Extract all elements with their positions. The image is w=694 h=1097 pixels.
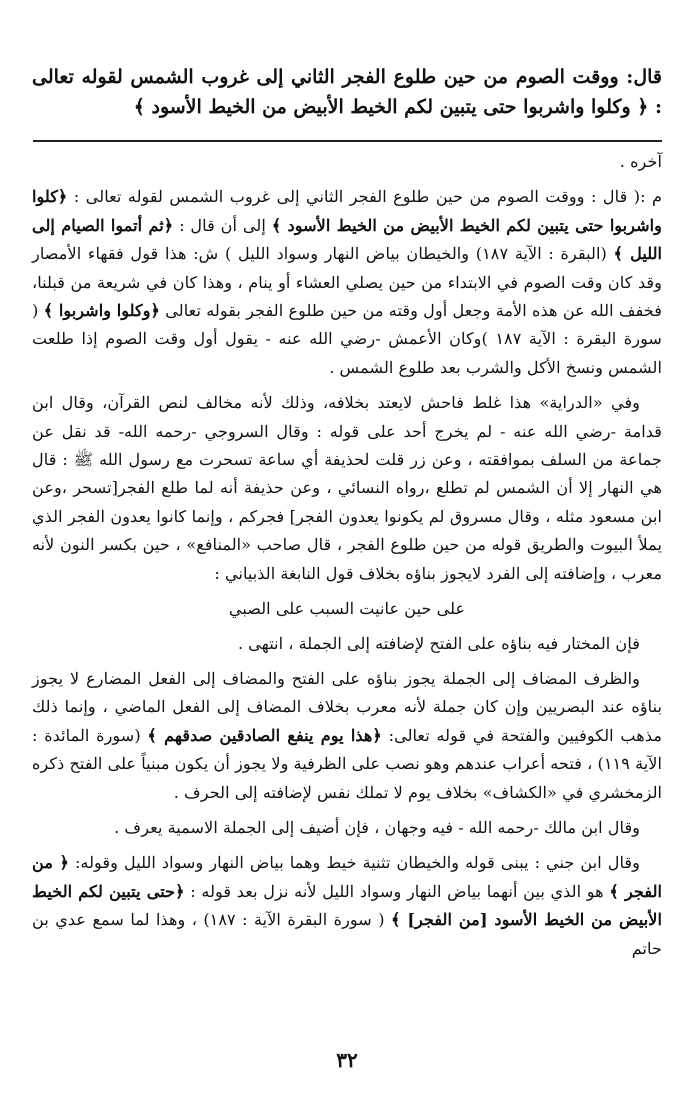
p6-text-b: هو الذي بين أنهما بياض النهار وسواد الليل لأنه نزل بعد قوله :: [184, 881, 610, 901]
quran-quote: ﴿حتى يتبين لكم الخيط الأبيض من الخيط الأسود [من الفجر] ﴾: [32, 881, 662, 930]
paragraph-3: فإن المختار فيه بناؤه على الفتح لإضافته إلى الجملة ، انتهى .: [237, 633, 640, 653]
p4-text-b: (سورة المائدة : الآية ١١٩) ، فتحه أعراب عندهم وهو نصب على الظرفية ولا يجوز أن يكون مبنياً على الفتح ذكره الزمخشري في «الكشاف» بخلاف يوم لا تملك نفس لإضافته إلى الحرف .: [32, 725, 662, 802]
quran-quote: ﴿كلوا واشربوا حتى يتبين لكم الخيط الأبيض من الخيط الأسود ﴾: [32, 187, 662, 235]
paragraph-6: [32, 849, 662, 963]
commentary: [32, 148, 662, 963]
quran-quote: ﴿ من الفجر ﴾: [32, 853, 663, 901]
quran-quote: ﴿وكلوا واشربوا ﴾: [43, 301, 161, 321]
p1-text-a: م :( قال : ووقت الصوم من حين طلوع الفجر الثاني إلى غروب الشمس لقوله تعالى :: [67, 187, 662, 207]
p6-text-a: وقال ابن جني : يبنى قوله والخيطان تثنية خيط وهما بياض النهار وسواد الليل وقوله:: [68, 853, 640, 873]
p6-text-c: ( سورة البقرة الآية : ١٨٧) ، وهذا لما سمع عدي بن حاتم: [32, 910, 662, 958]
page-number: ٣٢: [336, 1048, 358, 1072]
p4-text-a: والظرف المضاف إلى الجملة يجوز بناؤه على الفتح والمضاف إلى الفعل المضارع لا يجوز بناؤه عند البصريين وإن كان جملة لأنه معرب بخلاف المضاف إلى الفعل الماضي ، وإنما ذلك مذهب الكوفيين والفتحة في قوله تعالى:: [32, 668, 662, 745]
quran-quote: ﴿ثم أتموا الصيام إلى الليل ﴾: [32, 215, 663, 264]
poetry-verse: على حين عانيت السبب على الصبي: [228, 599, 466, 619]
matn-text: قال: ووقت الصوم من حين طلوع الفجر الثاني إلى غروب الشمس لقوله تعالى : ﴿ وكلوا واشربوا حتى يتبين لكم الخيط الأبيض من الخيط الأسود ﴾: [32, 66, 662, 118]
p1-text-c: (البقرة : الآية ١٨٧) والخيطان بياض النهار وسواد الليل ) ش: هذا قول فقهاء الأمصار وقد كان وقت الصوم في الابتداء من حين يصلي العشاء أو ينام ، وهذا كان في شريعة من قبلنا، فخفف الله عن هذه الأمة وجعل أول وقته من حين طلوع الفجر بقوله تعالى: [32, 244, 662, 321]
separator-line: [33, 140, 662, 142]
paragraph-1: [32, 183, 662, 382]
quran-quote: ﴿هذا يوم ينفع الصادقين صدقهم ﴾: [147, 725, 382, 745]
paragraph-4: [32, 665, 662, 807]
paragraph-5: وقال ابن مالك -رحمه الله - فيه وجهان ، فإن أضيف إلى الجملة الاسمية يعرف .: [114, 817, 640, 837]
p1-text-d: ( سورة البقرة : الآية ١٨٧ )وكان الأعمش -رضي الله عنه - يقول أول وقت الصوم إذا طلعت الشمس ونسخ الأكل والشرب بعد طلوع الشمس .: [32, 301, 662, 377]
paragraph-2: وفي «الدراية» هذا غلط فاحش لايعتد بخلافه، وذلك لأنه مخالف لنص القرآن، وقال ابن قدامة -رضي الله عنه - لم يخرج أحد على قوله : وقال السروجي -رحمه الله- قد نقل عن جماعة من السلف بموافقته ، وعن زر قلت لحذيفة أي ساعة تسحرت مع رسول الله ﷺ : قال هي النهار إلا أن الشمس لم تطلع ،رواه النسائي ، وعن حذيفة أنه لما طلع الفجر[تسحر ،وعن ابن مسعود مثله ، وقال مسروق لم يكونوا يعدون الفجر] فجركم ، وإنما كانوا يعدون الفجر الذي يملأ البيوت والطريق قوله من حين طلوع الفجر ، قال صاحب «المنافع» ، حين بكسر النون لأنه معرب ، وإضافته إلى الفرد لايجوز بناؤه بخلاف قول النابغة الذبياني :: [32, 393, 662, 583]
p1-text-b: إلى أن قال :: [173, 215, 272, 235]
previous-page-continuation: آخره .: [619, 152, 662, 171]
